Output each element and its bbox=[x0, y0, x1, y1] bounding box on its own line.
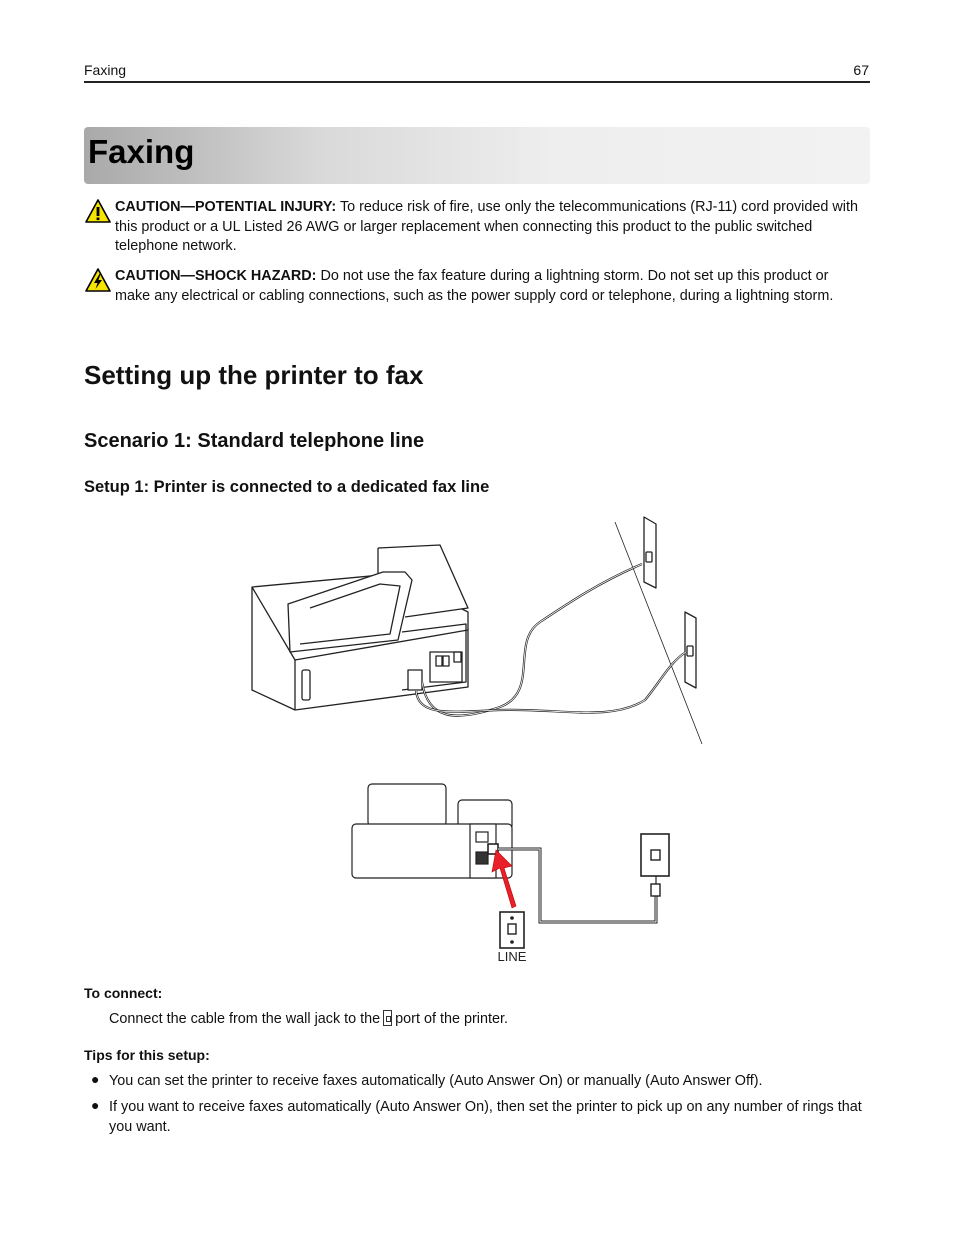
header-rule bbox=[84, 81, 870, 83]
bullet-icon: ● bbox=[91, 1097, 100, 1113]
caution-label: CAUTION—POTENTIAL INJURY: bbox=[115, 199, 337, 215]
caution-text: Do not use the fax feature during a lightning storm. Do not set up this product or make any electrical or cabling connections, such as the power supply cord or telephone, during a lightning storm. bbox=[115, 268, 834, 304]
fax-connection-schematic bbox=[340, 778, 680, 968]
list-item: You can set the printer to receive faxes automatically (Auto Answer On) or manually (Auto Answer Off). bbox=[109, 1073, 763, 1089]
warning-triangle-icon bbox=[84, 198, 112, 224]
running-header-title: Faxing bbox=[84, 62, 127, 78]
caution-label: CAUTION—SHOCK HAZARD: bbox=[115, 268, 317, 284]
caution-shock-hazard bbox=[84, 267, 870, 327]
chapter-heading-band bbox=[84, 127, 870, 184]
scenario-title: Scenario 1: Standard telephone line bbox=[84, 430, 425, 452]
tips-label: Tips for this setup: bbox=[84, 1047, 210, 1063]
connect-text-before: Connect the cable from the wall jack to the bbox=[109, 1011, 381, 1027]
bullet-icon: ● bbox=[91, 1071, 100, 1087]
caution-potential-injury bbox=[84, 198, 870, 258]
connect-text-after: port of the printer. bbox=[395, 1011, 508, 1027]
setup-title: Setup 1: Printer is connected to a dedicated fax line bbox=[84, 478, 490, 496]
printer-wall-jack-illustration bbox=[240, 512, 720, 752]
wall-jack-line-label: LINE bbox=[497, 949, 527, 964]
to-connect-label: To connect: bbox=[84, 985, 163, 1001]
lightning-warning-icon bbox=[84, 267, 112, 293]
list-item: If you want to receive faxes automatically (Auto Answer On), then set the printer to pick up on any number of rings that you want. bbox=[109, 1099, 862, 1135]
chapter-title: Faxing bbox=[88, 133, 195, 170]
line-port-icon bbox=[383, 1010, 392, 1026]
page-number: 67 bbox=[853, 62, 869, 78]
caution-text: To reduce risk of fire, use only the telecommunications (RJ-11) cord provided with this product or a UL Listed 26 AWG or larger replacement when connecting this product to the public switched telephone network. bbox=[115, 199, 858, 255]
connect-instruction bbox=[109, 1009, 508, 1029]
section-title: Setting up the printer to fax bbox=[84, 360, 424, 390]
